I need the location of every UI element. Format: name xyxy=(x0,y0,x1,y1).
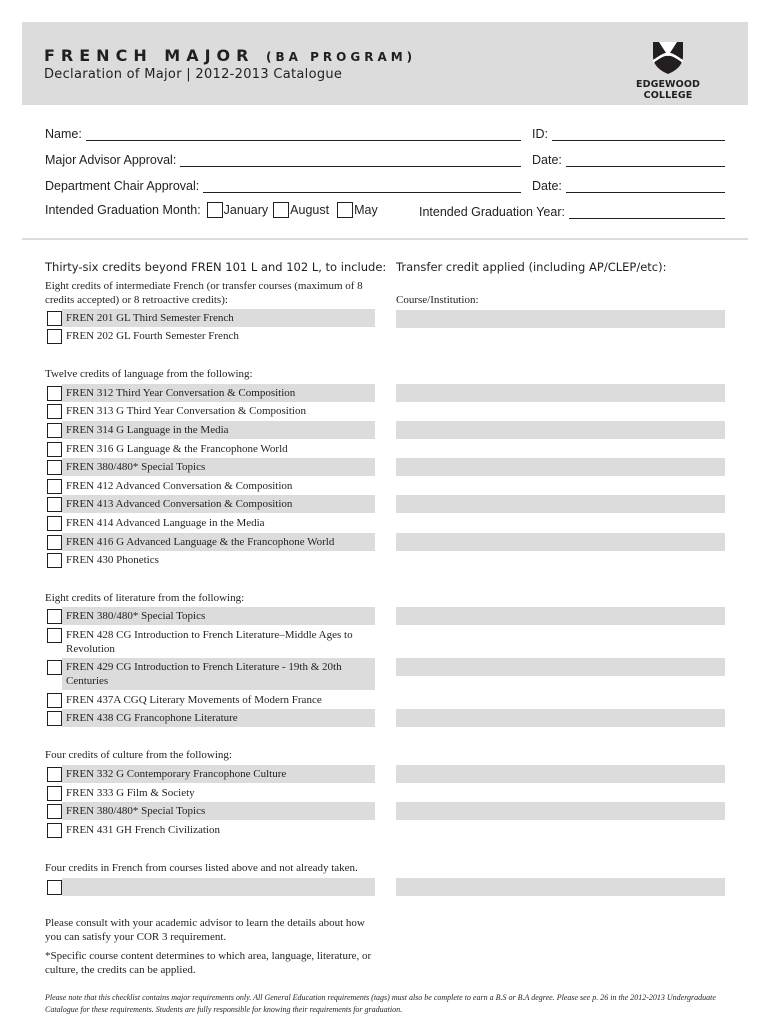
consult-advisor-note: Please consult with your academic advisor to learn the details about how you can satisfy your COR 3 requirement. xyxy=(45,917,365,943)
course-label: FREN 416 G Advanced Language & the Francophone World xyxy=(62,533,375,551)
may-checkbox[interactable] xyxy=(337,202,353,218)
graduation-month-label: Intended Graduation Month: xyxy=(45,203,201,217)
transfer-row[interactable] xyxy=(396,384,725,402)
course-label: FREN 438 CG Francophone Literature xyxy=(62,709,375,727)
transfer-row[interactable] xyxy=(396,607,725,625)
course-row[interactable] xyxy=(47,709,375,727)
culture-label: Four credits of culture from the following: xyxy=(45,749,232,761)
college-logo xyxy=(610,39,726,101)
chair-approval-field[interactable] xyxy=(45,175,521,193)
transfer-row[interactable] xyxy=(396,495,725,513)
course-checkbox[interactable] xyxy=(47,767,62,782)
credits-heading: Thirty-six credits beyond FREN 101 L and 102 L, to include: xyxy=(45,260,387,274)
course-checkbox[interactable] xyxy=(47,516,62,531)
course-row[interactable] xyxy=(47,658,375,690)
advisor-approval-field[interactable] xyxy=(45,149,521,167)
course-row[interactable] xyxy=(47,607,375,625)
course-label: FREN 430 Phonetics xyxy=(66,554,159,566)
course-row[interactable] xyxy=(47,514,375,532)
month-option-january[interactable] xyxy=(207,202,268,218)
course-checkbox[interactable] xyxy=(47,479,62,494)
course-row[interactable] xyxy=(47,402,375,420)
january-checkbox[interactable] xyxy=(207,202,223,218)
course-institution-label: Course/Institution: xyxy=(396,294,479,306)
course-checkbox[interactable] xyxy=(47,880,62,895)
course-checkbox[interactable] xyxy=(47,329,62,344)
course-checkbox[interactable] xyxy=(47,786,62,801)
literature-label: Eight credits of literature from the following: xyxy=(45,592,245,604)
course-label: FREN 333 G Film & Society xyxy=(66,787,195,799)
course-label: FREN 414 Advanced Language in the Media xyxy=(66,517,265,529)
course-label: FREN 380/480* Special Topics xyxy=(62,607,375,625)
id-line[interactable] xyxy=(552,128,725,141)
special-topics-note: *Specific course content determines to which area, language, literature, or culture, the credits can be applied. xyxy=(45,950,372,976)
course-checkbox[interactable] xyxy=(47,628,62,643)
course-label: FREN 314 G Language in the Media xyxy=(62,421,375,439)
advisor-date-line[interactable] xyxy=(566,154,725,167)
page-subtitle: Declaration of Major | 2012-2013 Catalogue xyxy=(44,67,343,82)
course-checkbox[interactable] xyxy=(47,804,62,819)
name-line[interactable] xyxy=(86,128,521,141)
transfer-row[interactable] xyxy=(396,709,725,727)
transfer-row[interactable] xyxy=(396,421,725,439)
may-label: May xyxy=(354,203,378,217)
course-row[interactable] xyxy=(47,626,375,658)
course-row[interactable] xyxy=(47,821,375,839)
advisor-date-field[interactable] xyxy=(532,149,725,167)
course-label: FREN 380/480* Special Topics xyxy=(62,458,375,476)
course-row[interactable] xyxy=(47,309,375,327)
name-label: Name: xyxy=(45,127,82,141)
course-label: FREN 413 Advanced Conversation & Composition xyxy=(62,495,375,513)
transfer-row[interactable] xyxy=(396,878,725,896)
additional-course-row[interactable] xyxy=(47,878,375,896)
course-label: FREN 313 G Third Year Conversation & Composition xyxy=(66,405,306,417)
additional-credits-label: Four credits in French from courses listed above and not already taken. xyxy=(45,862,358,874)
course-label: FREN 201 GL Third Semester French xyxy=(62,309,375,327)
course-row[interactable] xyxy=(47,784,375,802)
transfer-row[interactable] xyxy=(396,533,725,551)
course-label: FREN 428 CG Introduction to French Literature–Middle Ages to Revolution xyxy=(66,629,353,655)
logo-text: EDGEWOOD COLLEGE xyxy=(636,79,700,101)
august-checkbox[interactable] xyxy=(273,202,289,218)
course-checkbox[interactable] xyxy=(47,609,62,624)
course-row[interactable] xyxy=(47,421,375,439)
course-row[interactable] xyxy=(47,440,375,458)
chair-date-field[interactable] xyxy=(532,175,725,193)
advisor-approval-label: Major Advisor Approval: xyxy=(45,153,177,167)
chair-date-label: Date: xyxy=(532,179,562,193)
name-field[interactable] xyxy=(45,123,521,141)
course-checkbox[interactable] xyxy=(47,711,62,726)
transfer-heading: Transfer credit applied (including AP/CLEP/etc): xyxy=(396,260,667,274)
january-label: January xyxy=(223,203,269,217)
course-label: FREN 412 Advanced Conversation & Composition xyxy=(66,480,293,492)
id-label: ID: xyxy=(532,127,548,141)
course-row[interactable] xyxy=(47,691,375,709)
course-label: FREN 431 GH French Civilization xyxy=(66,824,220,836)
course-row[interactable] xyxy=(47,477,375,495)
course-checkbox[interactable] xyxy=(47,460,62,475)
course-label: FREN 437A CGQ Literary Movements of Modern France xyxy=(66,694,322,706)
course-row[interactable] xyxy=(47,551,375,569)
id-field[interactable] xyxy=(532,123,725,141)
course-checkbox[interactable] xyxy=(47,311,62,326)
header-banner xyxy=(22,22,748,105)
advisor-approval-line[interactable] xyxy=(180,154,521,167)
month-option-may[interactable] xyxy=(337,202,378,218)
course-row[interactable] xyxy=(47,458,375,476)
page-title: FRENCH MAJOR (BA PROGRAM) xyxy=(44,46,417,65)
chair-date-line[interactable] xyxy=(566,180,725,193)
course-row[interactable] xyxy=(47,765,375,783)
course-checkbox[interactable] xyxy=(47,553,62,568)
course-checkbox[interactable] xyxy=(47,423,62,438)
transfer-row[interactable] xyxy=(396,458,725,476)
course-checkbox[interactable] xyxy=(47,693,62,708)
course-checkbox[interactable] xyxy=(47,535,62,550)
course-checkbox[interactable] xyxy=(47,386,62,401)
course-checkbox[interactable] xyxy=(47,660,62,675)
course-row[interactable] xyxy=(47,533,375,551)
course-label: FREN 332 G Contemporary Francophone Culture xyxy=(62,765,375,783)
graduation-year-line[interactable] xyxy=(569,206,725,219)
graduation-month-row xyxy=(45,201,378,219)
transfer-row[interactable] xyxy=(396,765,725,783)
course-row[interactable] xyxy=(47,802,375,820)
course-row[interactable] xyxy=(47,495,375,513)
course-checkbox[interactable] xyxy=(47,823,62,838)
course-checkbox[interactable] xyxy=(47,404,62,419)
chair-approval-line[interactable] xyxy=(203,180,521,193)
course-label: FREN 202 GL Fourth Semester French xyxy=(66,330,239,342)
transfer-row[interactable] xyxy=(396,310,725,328)
course-label: FREN 429 CG Introduction to French Literature - 19th & 20th Centuries xyxy=(62,658,375,690)
transfer-row[interactable] xyxy=(396,802,725,820)
course-row[interactable] xyxy=(47,327,375,345)
course-label: FREN 380/480* Special Topics xyxy=(62,802,375,820)
additional-course-blank[interactable] xyxy=(62,878,375,896)
intermediate-label: Eight credits of intermediate French (or transfer courses (maximum of 8 credits accepted) or 8 retroactive credits): xyxy=(45,280,363,306)
month-option-august[interactable] xyxy=(273,202,329,218)
august-label: August xyxy=(290,203,330,217)
advisor-date-label: Date: xyxy=(532,153,562,167)
course-label: FREN 312 Third Year Conversation & Composition xyxy=(62,384,375,402)
disclaimer-note: Please note that this checklist contains major requirements only. All General Education requirements (tags) must also be complete to earn a B.S or B.A degree. Please see p. 26 in the 2012-2013 Undergraduate Catalogue for these requirements. Students are fully responsible for knowing their requirements for graduation. xyxy=(45,993,716,1014)
course-row[interactable] xyxy=(47,384,375,402)
chair-approval-label: Department Chair Approval: xyxy=(45,179,200,193)
shield-icon xyxy=(650,39,686,75)
graduation-year-field[interactable] xyxy=(419,201,725,219)
transfer-row[interactable] xyxy=(396,658,725,676)
course-label: FREN 316 G Language & the Francophone World xyxy=(66,443,288,455)
language-label: Twelve credits of language from the following: xyxy=(45,368,253,380)
course-checkbox[interactable] xyxy=(47,497,62,512)
graduation-year-label: Intended Graduation Year: xyxy=(419,205,565,219)
course-checkbox[interactable] xyxy=(47,442,62,457)
section-divider xyxy=(22,238,748,240)
